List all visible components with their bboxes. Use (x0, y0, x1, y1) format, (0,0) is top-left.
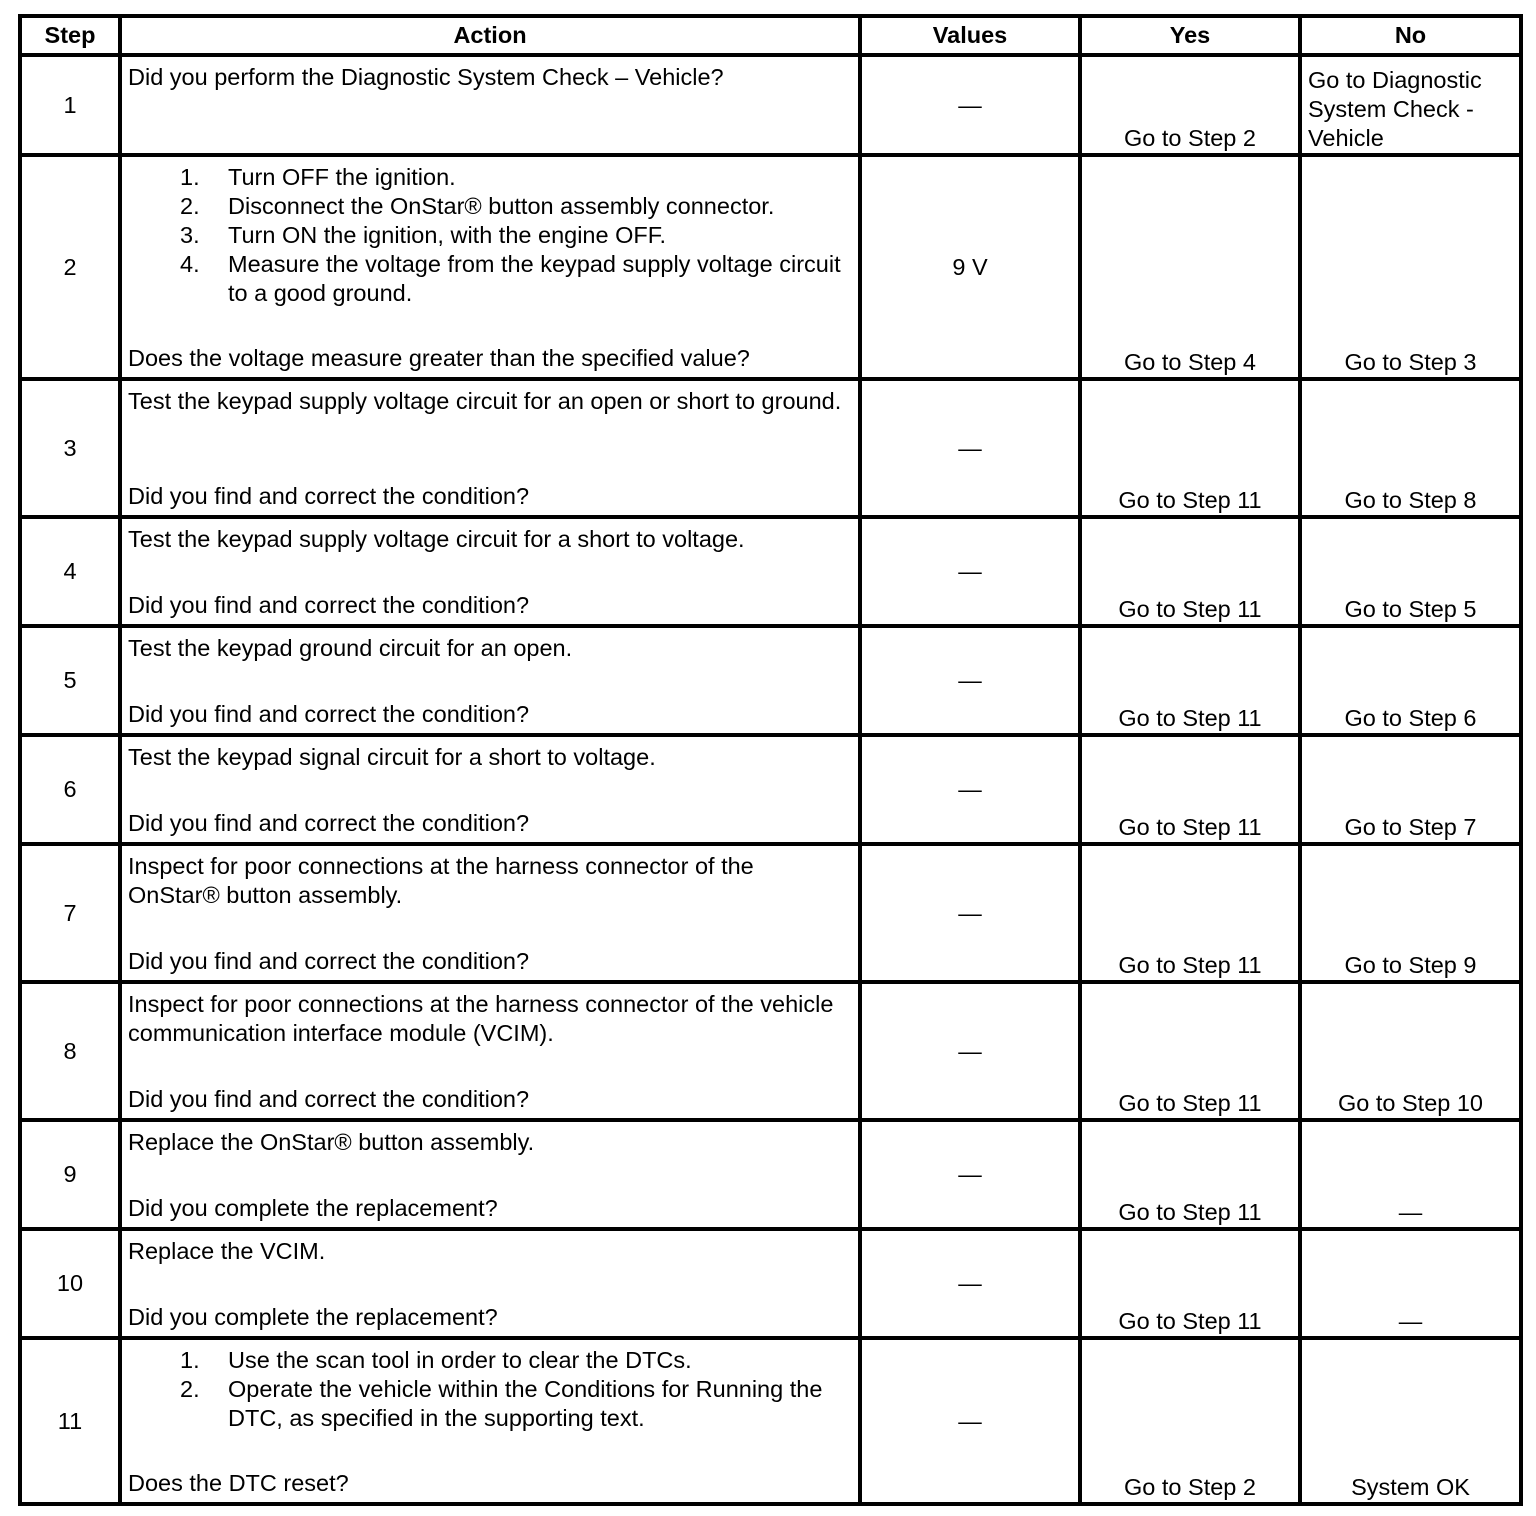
action-text: Replace the VCIM. (128, 1238, 326, 1264)
action-question: Did you find and correct the condition? (128, 701, 530, 727)
action-question: Did you complete the replacement? (128, 1304, 498, 1330)
step-number: 8 (20, 982, 120, 1120)
step-number: 7 (20, 844, 120, 982)
step-number: 1 (20, 55, 120, 155)
step-number: 5 (20, 626, 120, 735)
list-item: 3. Turn ON the ignition, with the engine OFF. (180, 222, 667, 248)
list-item: 2. Disconnect the OnStar® button assembly connector. (180, 193, 775, 219)
yes-cell: Go to Step 11 (1080, 379, 1300, 517)
table-row (20, 626, 1521, 735)
yes-cell: Go to Step 11 (1080, 1120, 1300, 1229)
action-cell (120, 1338, 860, 1504)
value-cell: — (860, 379, 1080, 517)
action-question: Did you find and correct the condition? (128, 592, 530, 618)
action-text: Inspect for poor connections at the harness connector of the vehicle communication interface module (VCIM). (128, 991, 834, 1046)
yes-cell: Go to Step 2 (1080, 55, 1300, 155)
diagnostic-table (18, 14, 1523, 1506)
step-number: 3 (20, 379, 120, 517)
action-cell (120, 982, 860, 1120)
value-cell: — (860, 982, 1080, 1120)
action-question: Does the voltage measure greater than the specified value? (128, 345, 750, 371)
value-cell: — (860, 735, 1080, 844)
action-text: Replace the OnStar® button assembly. (128, 1129, 535, 1155)
yes-cell: Go to Step 11 (1080, 982, 1300, 1120)
action-question: Did you find and correct the condition? (128, 1086, 530, 1112)
no-cell: — (1300, 1229, 1521, 1338)
table-row (20, 844, 1521, 982)
action-cell (120, 735, 860, 844)
action-cell (120, 1120, 860, 1229)
header-values: Values (860, 16, 1080, 55)
value-cell: — (860, 1120, 1080, 1229)
step-number: 9 (20, 1120, 120, 1229)
yes-cell: Go to Step 11 (1080, 844, 1300, 982)
table-row (20, 1229, 1521, 1338)
no-cell: Go to Step 3 (1300, 155, 1521, 379)
no-cell: Go to Step 5 (1300, 517, 1521, 626)
action-cell (120, 517, 860, 626)
header-no: No (1300, 16, 1521, 55)
value-cell: — (860, 1338, 1080, 1504)
no-cell: Go to Step 8 (1300, 379, 1521, 517)
action-cell (120, 155, 860, 379)
action-text: Inspect for poor connections at the harness connector of the OnStar® button assembly. (128, 853, 754, 908)
table-row (20, 155, 1521, 379)
table-row (20, 517, 1521, 626)
yes-cell: Go to Step 11 (1080, 626, 1300, 735)
action-text: Did you perform the Diagnostic System Check – Vehicle? (128, 64, 724, 90)
action-cell (120, 55, 860, 155)
action-text: Test the keypad signal circuit for a short to voltage. (128, 744, 656, 770)
value-cell: — (860, 844, 1080, 982)
table-row (20, 735, 1521, 844)
action-text: Test the keypad supply voltage circuit for a short to voltage. (128, 526, 745, 552)
yes-cell: Go to Step 4 (1080, 155, 1300, 379)
table-row (20, 982, 1521, 1120)
value-cell: — (860, 55, 1080, 155)
step-number: 2 (20, 155, 120, 379)
yes-cell: Go to Step 11 (1080, 1229, 1300, 1338)
no-cell: System OK (1300, 1338, 1521, 1504)
table-row (20, 55, 1521, 155)
action-question: Does the DTC reset? (128, 1470, 349, 1496)
no-cell: Go to Step 6 (1300, 626, 1521, 735)
value-cell: — (860, 517, 1080, 626)
value-cell: — (860, 1229, 1080, 1338)
list-item: 2. Operate the vehicle within the Conditions for Running the DTC, as specified in the supporting text. (180, 1376, 823, 1431)
step-number: 4 (20, 517, 120, 626)
yes-cell: Go to Step 2 (1080, 1338, 1300, 1504)
action-text: Test the keypad ground circuit for an open. (128, 635, 573, 661)
value-cell: — (860, 626, 1080, 735)
action-question: Did you find and correct the condition? (128, 483, 530, 509)
no-cell: Go to Step 9 (1300, 844, 1521, 982)
table-row (20, 1338, 1521, 1504)
table-row (20, 379, 1521, 517)
list-item: 4. Measure the voltage from the keypad supply voltage circuit to a good ground. (180, 251, 841, 306)
action-cell (120, 844, 860, 982)
no-cell: — (1300, 1120, 1521, 1229)
yes-cell: Go to Step 11 (1080, 517, 1300, 626)
step-number: 6 (20, 735, 120, 844)
action-cell (120, 626, 860, 735)
instruction-list (128, 1346, 852, 1433)
action-cell (120, 379, 860, 517)
header-yes: Yes (1080, 16, 1300, 55)
action-question: Did you complete the replacement? (128, 1195, 498, 1221)
action-question: Did you find and correct the condition? (128, 810, 530, 836)
instruction-list (128, 163, 852, 308)
value-cell: 9 V (860, 155, 1080, 379)
yes-cell: Go to Step 11 (1080, 735, 1300, 844)
header-row (20, 16, 1521, 55)
header-action: Action (120, 16, 860, 55)
no-cell: Go to Diagnostic System Check - Vehicle (1300, 55, 1521, 155)
action-question: Did you find and correct the condition? (128, 948, 530, 974)
table-row (20, 1120, 1521, 1229)
list-item: 1. Turn OFF the ignition. (180, 164, 456, 190)
header-step: Step (20, 16, 120, 55)
list-item: 1. Use the scan tool in order to clear the DTCs. (180, 1347, 692, 1373)
step-number: 10 (20, 1229, 120, 1338)
no-cell: Go to Step 7 (1300, 735, 1521, 844)
no-cell: Go to Step 10 (1300, 982, 1521, 1120)
action-cell (120, 1229, 860, 1338)
step-number: 11 (20, 1338, 120, 1504)
action-text: Test the keypad supply voltage circuit for an open or short to ground. (128, 388, 842, 414)
